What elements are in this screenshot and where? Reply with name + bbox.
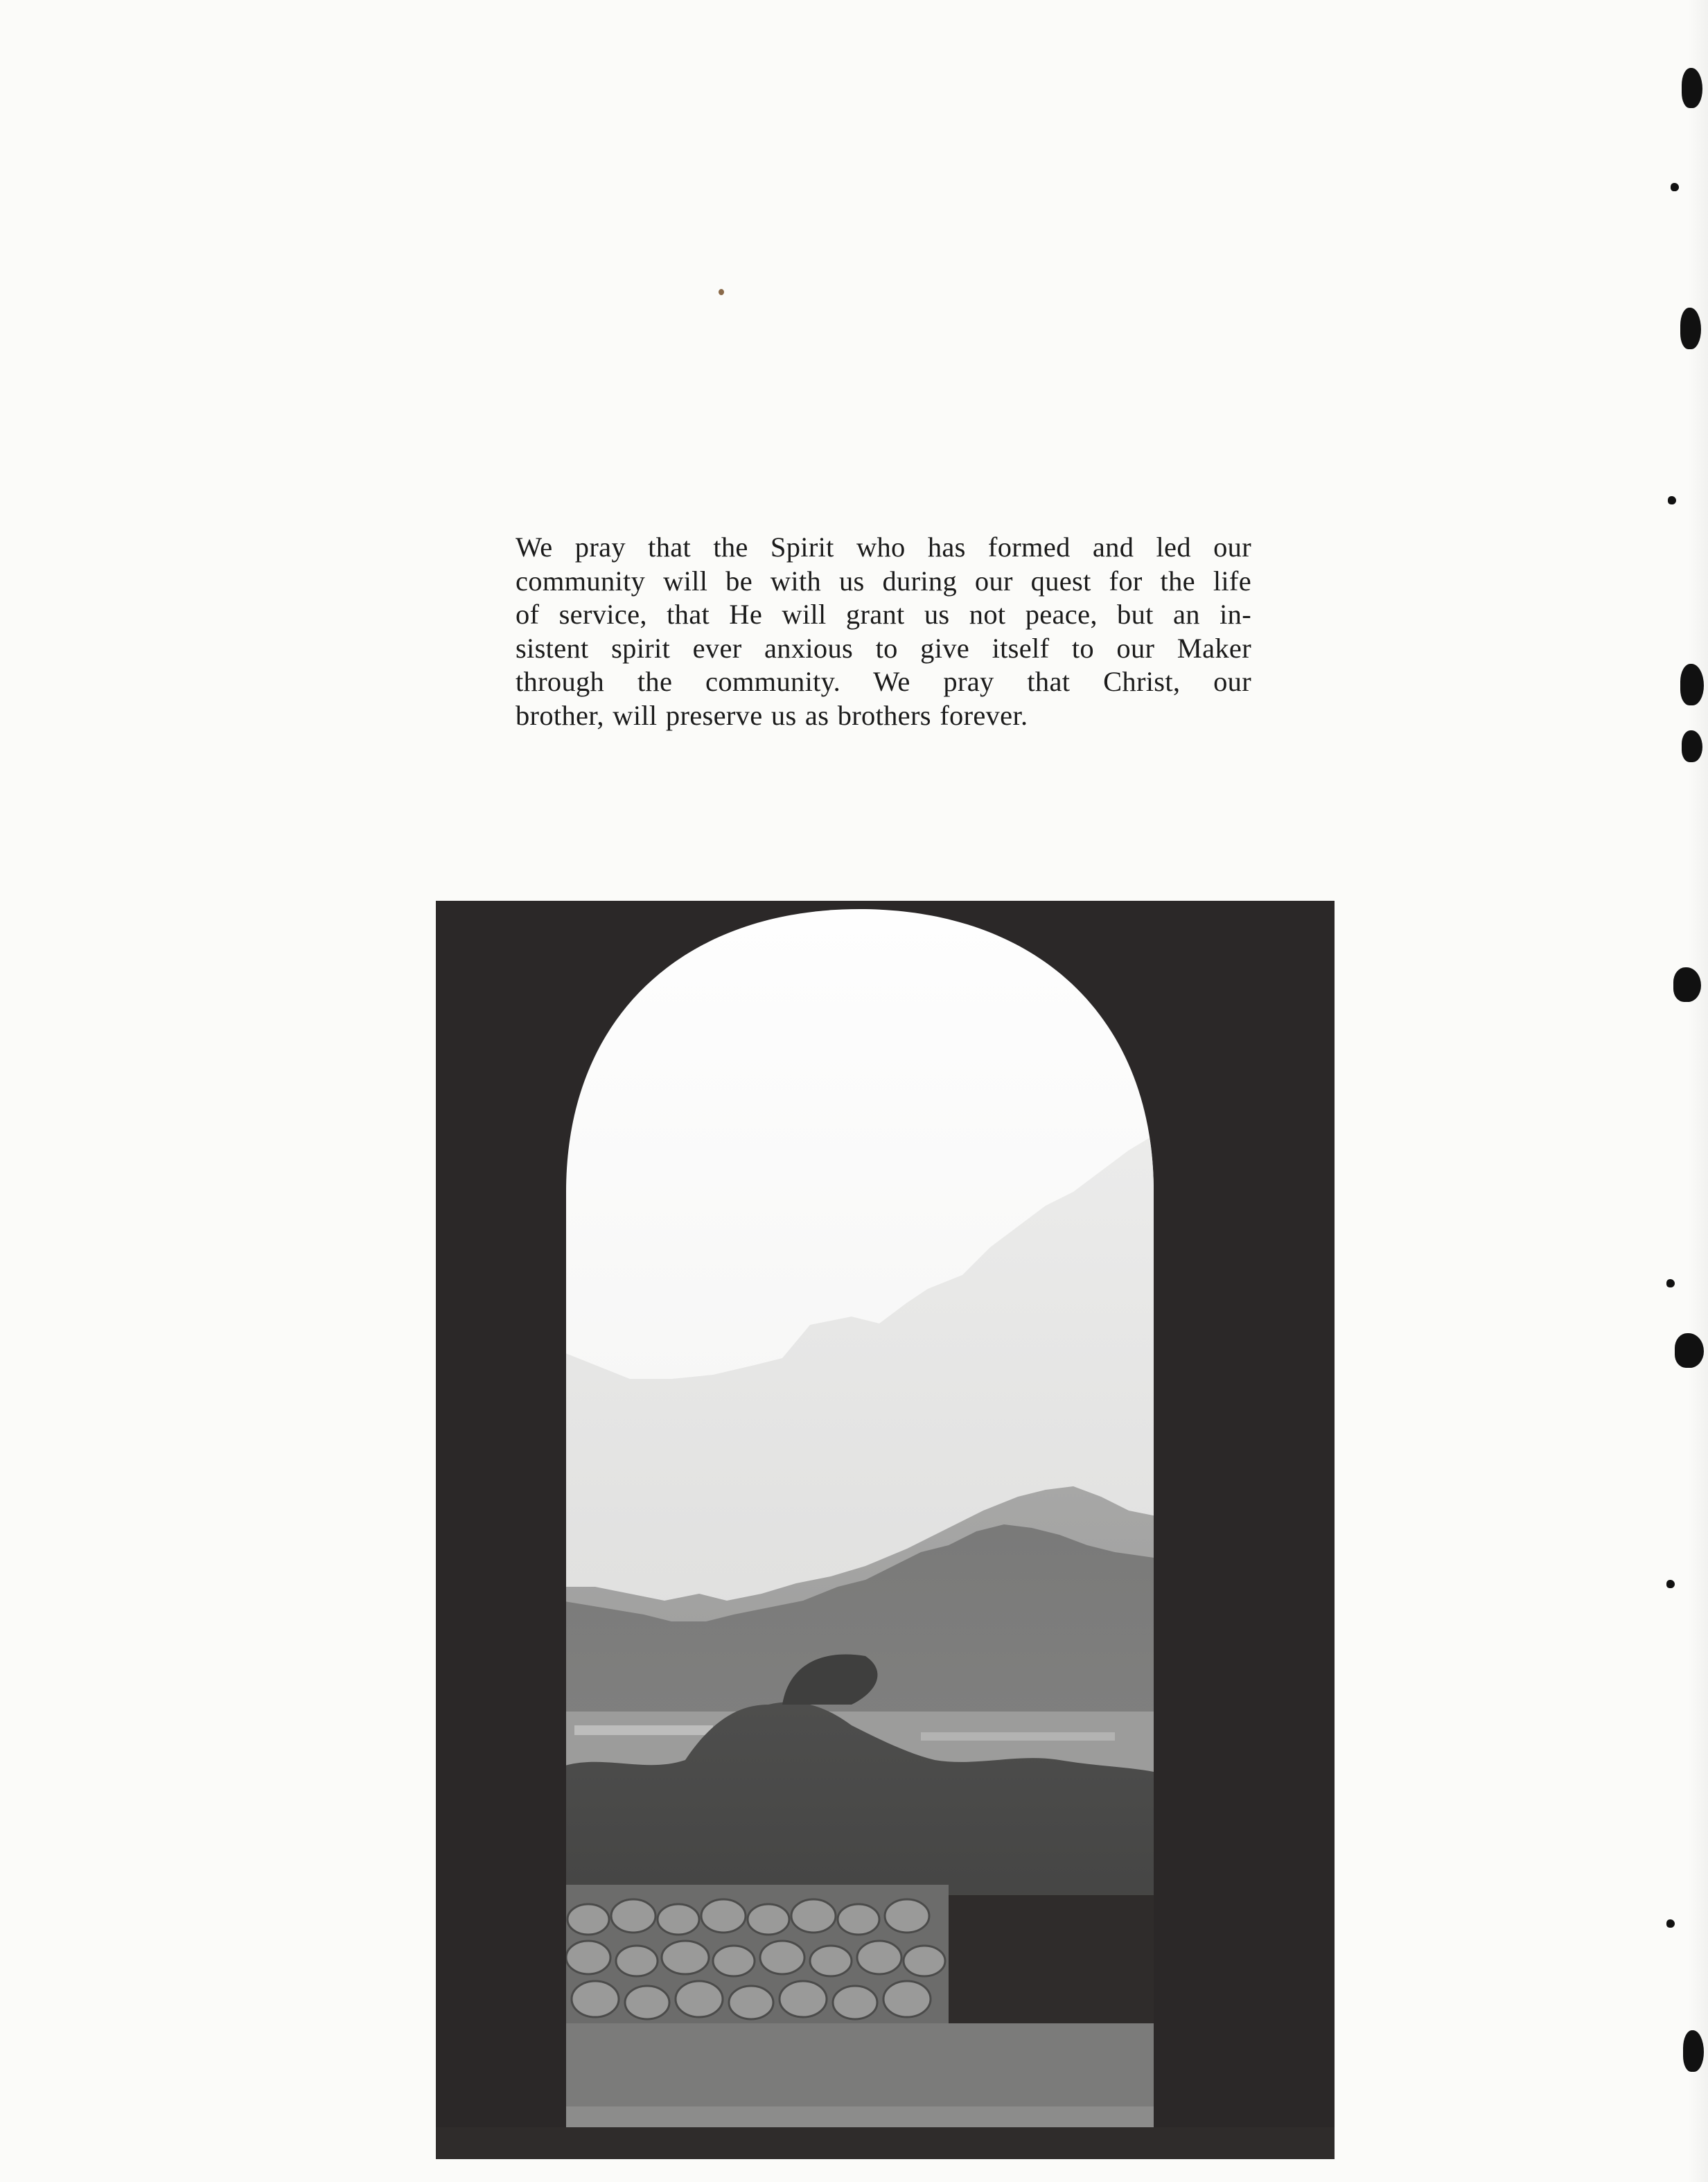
binding-hole	[1666, 1279, 1675, 1287]
binding-hole	[1668, 496, 1676, 504]
binding-hole	[1673, 967, 1701, 1002]
binding-hole	[1683, 2030, 1704, 2072]
prayer-line: sistent spirit ever anxious to give itself to our Maker	[516, 632, 1251, 664]
binding-hole	[1666, 1919, 1675, 1928]
binding-hole	[1680, 664, 1704, 705]
arch-landscape-photo	[436, 901, 1335, 2159]
binding-hole	[1682, 730, 1702, 762]
binding-hole	[1671, 183, 1679, 191]
binding-hole	[1666, 1580, 1675, 1588]
landscape-view	[561, 901, 1163, 2159]
binding-hole	[1680, 308, 1701, 349]
binding-hole	[1675, 1333, 1704, 1368]
prayer-line: through the community. We pray that Christ, our	[516, 666, 1251, 697]
prayer-paragraph	[516, 531, 1251, 732]
paper-speck	[719, 289, 724, 295]
binding-hole	[1682, 68, 1702, 108]
prayer-line: community will be with us during our quest for the life	[516, 565, 1251, 597]
prayer-line: of service, that He will grant us not peace, but an in-	[516, 599, 1251, 630]
prayer-line: brother, will preserve us as brothers forever.	[516, 699, 1028, 731]
prayer-line: We pray that the Spirit who has formed and led our	[516, 531, 1251, 563]
